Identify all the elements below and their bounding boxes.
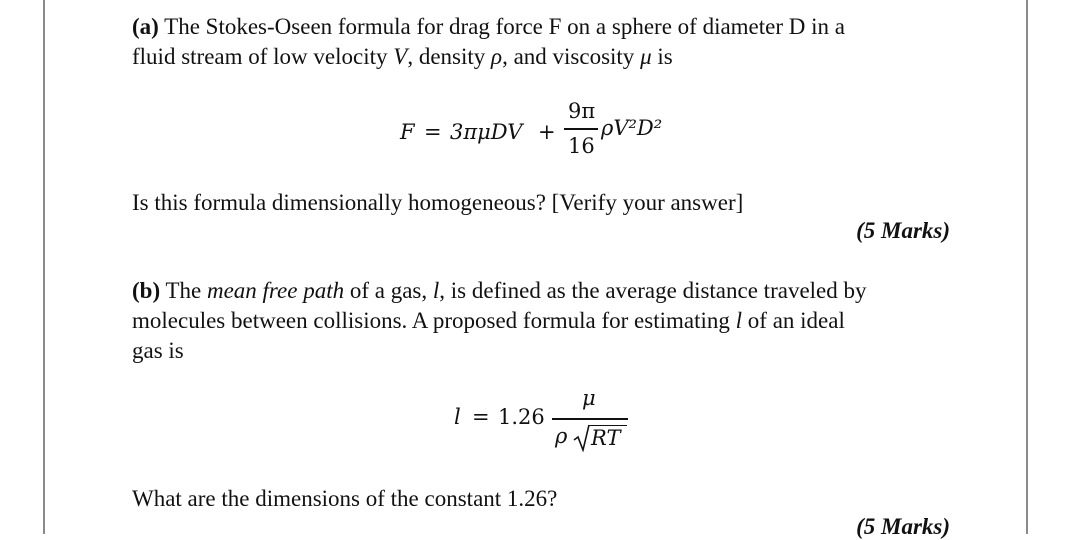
eq-b-equals: =: [472, 405, 490, 429]
eq-a-fraction-bar: [564, 128, 598, 130]
part-b-line1: (b) The mean free path of a gas, l, is defined as the average distance traveled by: [132, 278, 867, 303]
part-b-line3: gas is: [132, 338, 184, 363]
part-b-label: (b): [132, 278, 161, 303]
eq-a-term1: 3πμDV: [450, 120, 523, 144]
part-a-question: Is this formula dimensionally homogeneous? [Verify your answer]: [132, 190, 744, 215]
eq-b-den-radicand: RT: [591, 426, 621, 450]
part-b-marks: (5 Marks): [856, 514, 950, 539]
eq-a-term2: ρV²D²: [601, 116, 663, 140]
eq-b-den-rho: ρ: [555, 424, 568, 448]
part-b-question: What are the dimensions of the constant 1.26?: [132, 486, 558, 511]
part-a-marks: (5 Marks): [856, 218, 950, 243]
sqrt-radical-icon: [573, 422, 591, 452]
eq-a-equals: =: [424, 120, 442, 144]
eq-b-frac-numerator: μ: [582, 386, 596, 410]
page-border-left: [43, 0, 45, 534]
eq-a-plus: +: [538, 120, 556, 144]
eq-a-lhs: F: [400, 120, 415, 144]
page-border-right: [1026, 0, 1028, 534]
part-a-line1: (a) The Stokes-Oseen formula for drag force F on a sphere of diameter D in a: [132, 14, 845, 39]
part-a-line2: fluid stream of low velocity V, density ρ, and viscosity μ is: [132, 44, 673, 69]
eq-b-coefficient: 1.26: [498, 405, 545, 429]
eq-b-lhs: l: [454, 405, 461, 429]
eq-b-fraction-bar: [552, 418, 628, 420]
eq-a-frac-denominator: 16: [568, 134, 595, 158]
part-b-line2: molecules between collisions. A proposed formula for estimating l of an ideal: [132, 308, 845, 333]
document-page: [132, 0, 962, 539]
part-a-label: (a): [132, 14, 159, 39]
eq-a-frac-numerator: 9π: [568, 99, 596, 123]
